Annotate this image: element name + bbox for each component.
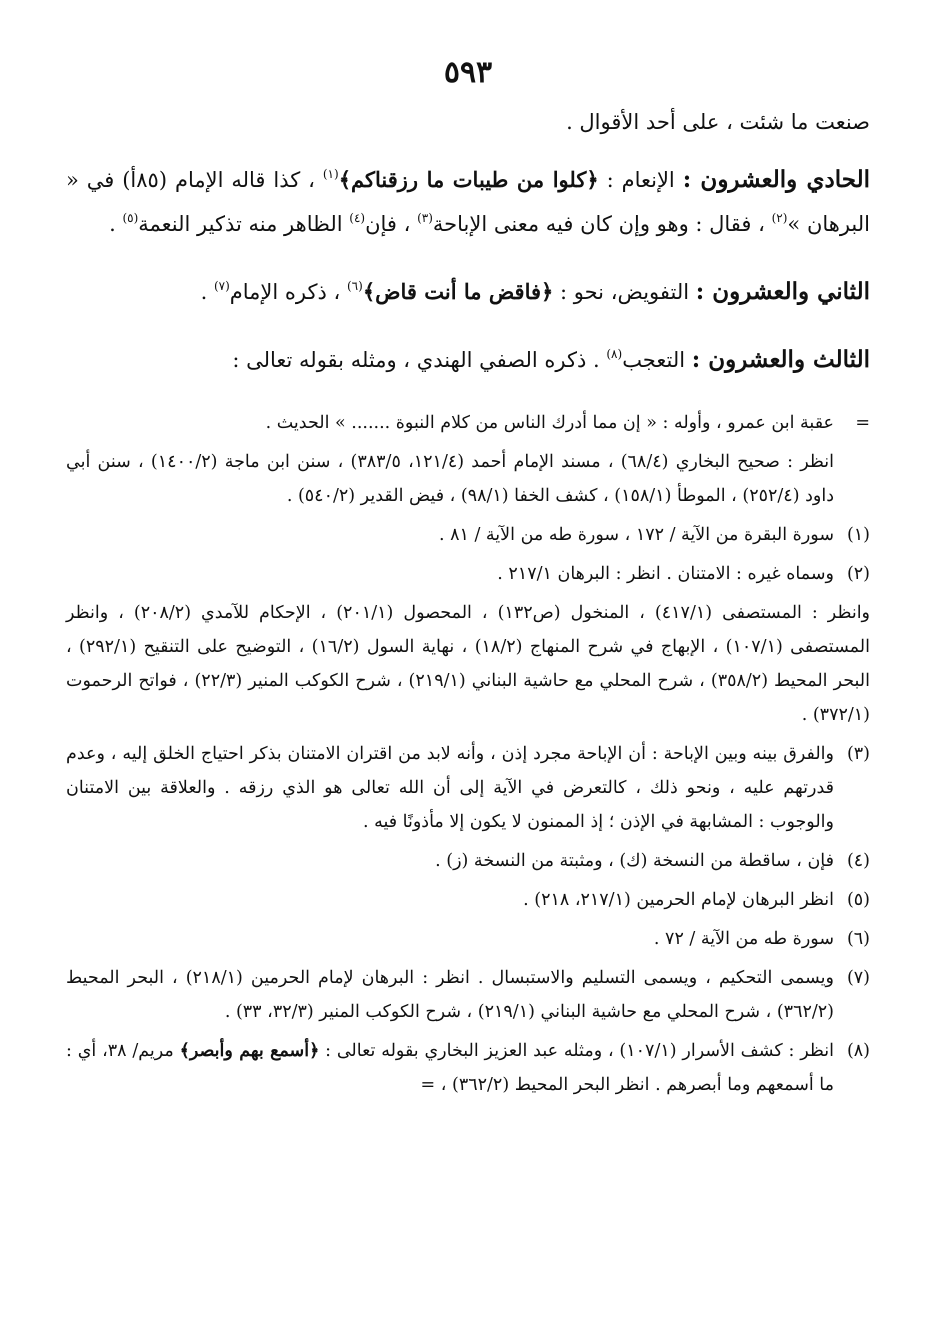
footnote-ref[interactable]: (٢) <box>771 211 788 225</box>
footnote-ref[interactable]: (٦) <box>346 279 363 293</box>
footnote-number: (٣) <box>846 744 870 764</box>
footnote-ref[interactable]: (٧) <box>213 279 230 293</box>
quran-quote: ﴿كلوا من طيبات ما رزقناكم﴾ <box>338 167 599 192</box>
paragraph-22 <box>66 270 870 314</box>
footnote-text: والفرق بينه وبين الإباحة : أن الإباحة مجرد إذن ، وأنه لابد من اقتران الامتنان بذكر احتياج الخلق إليه ، وعدم قدرتهم عليه ، ونحو ذلك ، كالتعرض في الآية إلى أن الله تعالى هو الذي رزقه . والعلاقة بين الامتنان والوجوب : المشابهة في الإذن ؛ إذ الممنون لا يكون إلا مأذونًا فيه . <box>66 744 834 832</box>
footnote-2-refs <box>66 596 870 732</box>
footnote-5 <box>66 883 870 917</box>
paragraph-text: ، فقال : وهو وإن كان فيه معنى الإباحة <box>432 212 772 236</box>
footnote-6 <box>66 922 870 956</box>
paragraph-continuation <box>66 100 870 144</box>
footnote-number: (٢) <box>846 564 870 584</box>
footnote-text: سورة طه من الآية / ٧٢ . <box>653 929 834 949</box>
footnote-continuation <box>66 406 870 440</box>
paragraph-text: الإنعام : <box>598 168 683 192</box>
page-number: ٥٩٣ <box>443 55 493 90</box>
footnote-8 <box>66 1034 870 1102</box>
footnote-text: وسماه غيره : الامتنان . انظر : البرهان ٢١٧/١ . <box>497 564 834 584</box>
footnote-1 <box>66 518 870 552</box>
paragraph-text: التعجب <box>622 348 692 372</box>
footnote-number: (١) <box>846 525 870 545</box>
paragraph-text: ، كذا قاله الإمام (٨٥أ) في « البرهان » <box>66 168 870 236</box>
paragraph-text: ، ذكره الإمام <box>229 280 347 304</box>
footnote-number: (٤) <box>846 851 870 871</box>
section-heading: الحادي والعشرون : <box>682 166 870 193</box>
footnote-4 <box>66 844 870 878</box>
paragraph-text: . <box>109 212 123 236</box>
main-text <box>66 100 870 382</box>
footnote-number: (٥) <box>846 890 870 910</box>
footnote-text: عقبة ابن عمرو ، وأوله : « إن مما أدرك الناس من كلام النبوة ....... » الحديث . <box>265 413 834 433</box>
footnote-text: ويسمى التحكيم ، ويسمى التسليم والاستبسال . انظر : البرهان لإمام الحرمين (٢١٨/١) ، البحر المحيط (٣٦٢/٢) ، شرح المحلي مع حاشية البناني (٢١٩/١) ، شرح الكوكب المنير (٣٢/٣، ٣٣) . <box>66 968 834 1022</box>
footnote-ref[interactable]: (٥) <box>122 211 139 225</box>
quran-quote: ﴿أسمع بهم وأبصر﴾ <box>179 1041 320 1061</box>
footnote-ref[interactable]: (١) <box>322 167 339 181</box>
continuation-mark: = <box>420 1075 436 1095</box>
footnote-text-group <box>66 1034 834 1102</box>
footnote-continuation-refs <box>66 445 870 513</box>
footnote-ref[interactable]: (٤) <box>349 211 366 225</box>
continuation-mark: = <box>855 413 870 433</box>
footnote-text: انظر : كشف الأسرار (١٠٧/١) ، ومثله عبد العزيز البخاري بقوله تعالى : <box>319 1041 834 1061</box>
section-heading: الثالث والعشرون : <box>691 346 870 373</box>
paragraph-text: الظاهر منه تذكير النعمة <box>138 212 350 236</box>
footnote-text: فإن ، ساقطة من النسخة (ك) ، ومثبتة من النسخة (ز) . <box>435 851 834 871</box>
footnotes <box>66 406 870 1102</box>
paragraph-text: صنعت ما شئت ، على أحد الأقوال . <box>566 110 870 134</box>
footnote-text: سورة البقرة من الآية / ١٧٢ ، سورة طه من الآية / ٨١ . <box>438 525 834 545</box>
paragraph-23 <box>66 338 870 382</box>
paragraph-text: ، فإن <box>365 212 418 236</box>
section-heading: الثاني والعشرون : <box>695 278 870 305</box>
paragraph-text: . ذكره الصفي الهندي ، ومثله بقوله تعالى : <box>232 348 607 372</box>
quran-quote: ﴿فاقض ما أنت قاض﴾ <box>362 279 554 304</box>
footnote-text: انظر البرهان لإمام الحرمين (٢١٧/١، ٢١٨) . <box>523 890 834 910</box>
footnote-7 <box>66 961 870 1029</box>
footnote-ref[interactable]: (٣) <box>417 211 433 225</box>
footnote-number: (٨) <box>846 1041 870 1061</box>
footnote-text: انظر : صحيح البخاري (٦٨/٤) ، مسند الإمام أحمد (١٢١/٤، ٣٨٣/٥) ، سنن ابن ماجة (١٤٠٠/٢) ، سنن أبي داود (٢٥٢/٤) ، الموطأ (١٥٨/١) ، كشف الخفا (٩٨/١) ، فيض القدير (٥٤٠/٢) . <box>66 452 835 506</box>
footnote-ref[interactable]: (٨) <box>606 347 623 361</box>
footnote-2 <box>66 557 870 591</box>
paragraph-text: . <box>200 280 214 304</box>
paragraph-21 <box>66 158 870 246</box>
footnote-text: مريم/ ٣٨، أي : ما أسمعهم وما أبصرهم . انظر البحر المحيط (٣٦٢/٢) ، <box>66 1041 834 1095</box>
footnote-text: وانظر : المستصفى (٤١٧/١) ، المنخول (ص١٣٢) ، المحصول (٢٠١/١) ، الإحكام للآمدي (٢٠٨/٢) ، وانظر المستصفى (١٠٧/١) ، الإبهاج في شرح المنهاج (١٨/٢) ، نهاية السول (١٦/٢) ، التوضيح على التنقيح (٢٩٢/١) ، البحر المحيط (٣٥٨/٢) ، شرح المحلي مع حاشية البناني (٢١٩/١) ، شرح الكوكب المنير (٢٢/٣) ، فواتح الرحموت (٣٧٢/١) . <box>66 603 871 725</box>
paragraph-text: التفويض، نحو : <box>553 280 696 304</box>
footnote-3 <box>66 737 870 839</box>
footnote-number: (٦) <box>846 929 870 949</box>
footnote-number: (٧) <box>846 968 870 988</box>
